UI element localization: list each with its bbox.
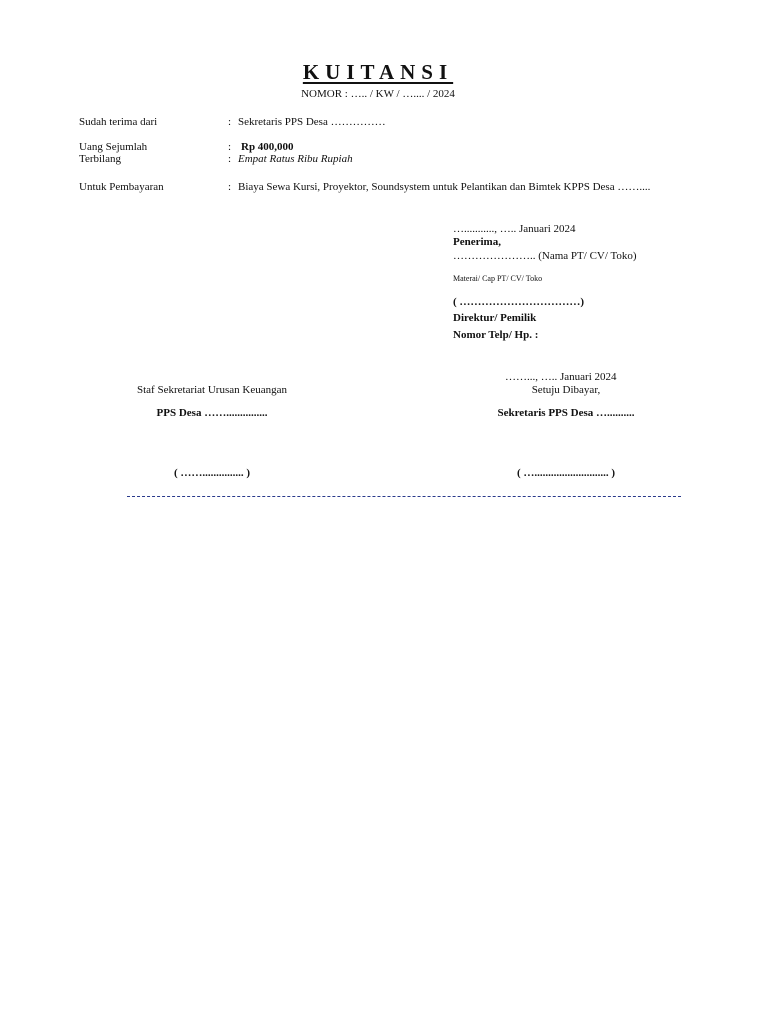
secretary-signature-line: ( …........................... ) (516, 467, 616, 479)
amount-colon: : (228, 141, 232, 153)
finance-staff-sub: PPS Desa ……............... (156, 407, 268, 419)
stamp-note: Materai/ Cap PT/ CV/ Toko (453, 274, 543, 283)
document-number: NOMOR : ….. / KW / ….... / 2024 (301, 88, 455, 100)
received-from-value: Sekretaris PPS Desa …………… (238, 116, 386, 128)
document-title: KUITANSI (302, 60, 454, 84)
amount-words-label: Terbilang (79, 153, 121, 165)
approval-date: ……..., ….. Januari 2024 (505, 371, 617, 383)
receiver-phone: Nomor Telp/ Hp. : (453, 329, 539, 341)
receiver-position: Direktur/ Pemilik (453, 312, 537, 324)
received-from-label: Sudah terima dari (79, 116, 158, 128)
payment-purpose-label: Untuk Pembayaran (79, 181, 164, 193)
amount-label: Uang Sejumlah (79, 141, 148, 153)
receiver-date: …..........., ….. Januari 2024 (453, 223, 576, 235)
receiver-company: ………………….. (Nama PT/ CV/ Toko) (453, 250, 637, 262)
receiver-signature-line: ( ……………………………) (453, 296, 585, 308)
finance-staff-signature-line: ( ……............... ) (173, 467, 251, 479)
received-from-colon: : (228, 116, 232, 128)
approval-title: Setuju Dibayar, (531, 384, 601, 396)
amount-words-colon: : (228, 153, 232, 165)
payment-purpose-colon: : (228, 181, 232, 193)
amount-value: Rp 400,000 (241, 141, 294, 153)
secretary-title: Sekretaris PPS Desa ….......... (497, 407, 635, 419)
amount-words-value: Empat Ratus Ribu Rupiah (238, 153, 353, 165)
cut-line-divider (127, 496, 681, 497)
receiver-label: Penerima, (453, 236, 501, 248)
payment-purpose-value: Biaya Sewa Kursi, Proyektor, Soundsystem untuk Pelantikan dan Bimtek KPPS Desa …….... (238, 181, 651, 193)
finance-staff-title: Staf Sekretariat Urusan Keuangan (137, 384, 287, 396)
